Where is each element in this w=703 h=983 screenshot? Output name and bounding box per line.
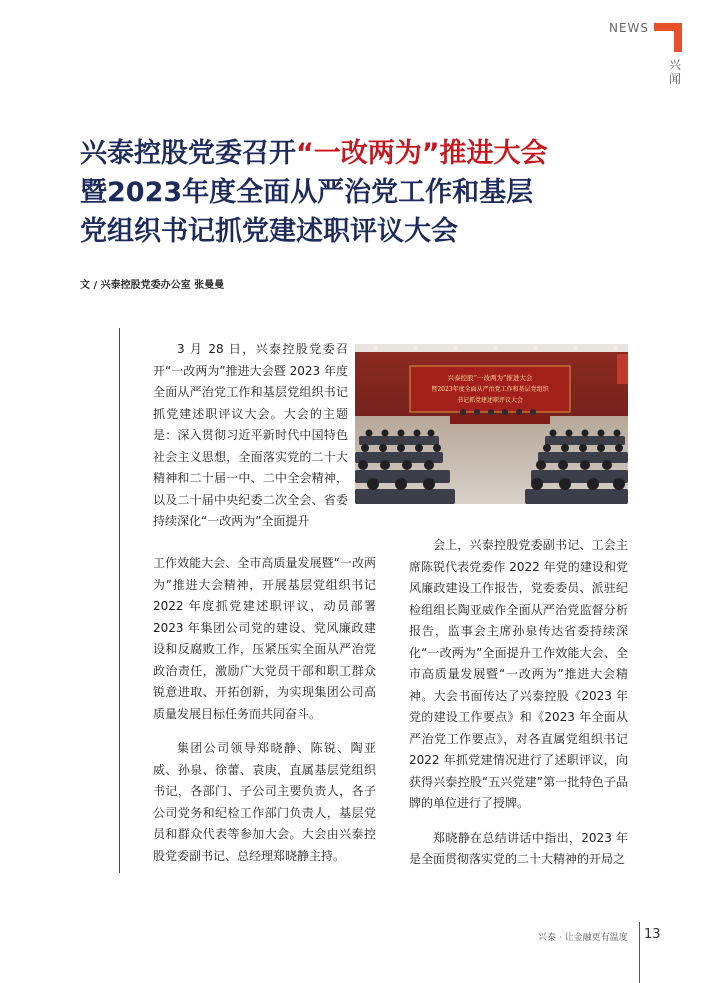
title-line3: 党组织书记抓党建述职评议大会 xyxy=(80,216,458,247)
title-highlight: “一改两为”推进大会 xyxy=(296,138,548,169)
paragraph-1-top xyxy=(153,339,348,533)
photo-banner-line1: 兴泰控股“一改两为”推进大会 xyxy=(447,374,533,382)
photo-banner-line3: 书记抓党建述职评议大会 xyxy=(456,397,524,404)
column-divider xyxy=(119,328,120,873)
paragraph-2: 集团公司领导郑晓静、陈锐、陶亚威、孙泉、徐蕾、袁庚，直属基层党组织书记，各部门、子公司主要负责人，各子公司党务和纪检工作部门负责人，基层党员和群众代表等参加大会。大会由兴泰控股党委副书记、总经理郑晓静主持。 xyxy=(153,741,376,863)
page-number: 13 xyxy=(644,927,661,942)
photo-banner-line2: 暨2023年度全面从严治党工作和基层党组织 xyxy=(431,386,549,393)
footer-tagline: 兴泰 · 让金融更有温度 xyxy=(538,933,628,943)
section-label: 兴闻 xyxy=(668,58,681,86)
news-label: NEWS xyxy=(609,21,650,35)
meeting-photo xyxy=(355,344,628,504)
corner-bracket-icon xyxy=(654,23,682,52)
title-line2: 暨2023年度全面从严治党工作和基层 xyxy=(80,177,534,208)
paragraph-4: 郑晓静在总结讲话中指出，2023 年是全面贯彻落实党的二十大精神的开局之 xyxy=(409,830,628,866)
title-part1: 兴泰控股党委召开 xyxy=(80,138,296,169)
paragraph-3: 会上，兴泰控股党委副书记、工会主席陈锐代表党委作 2022 年党的建设和党风廉政建设工作报告，党委委员、派驻纪检组组长陶亚威作全面从严治党监督分析报告，监事会主席孙泉传达省委持续深化“一改两为”全面提升工作效能大会、全市高质量发展暨“一改两为”推进大会精神。大会书面传达了兴泰控股《2023 年党的建设工作要点》和《2023 年全面从严治党工作要点》，对各直属党组织书记 2022 年抓党建情况进行了述职评议，向获得兴泰控股“五兴党建”第一批特色子品牌的单位进行了授牌。 xyxy=(409,538,628,810)
paragraph-1a: 3 月 28 日，兴泰控股党委召开“一改两为”推进大会暨 2023 年度全面从严治党工作和基层党组织书记抓党建述职评议大会。大会的主题是：深入贯彻习近平新时代中国特色社会主义思想，全面落实党的二十大精神和二十届一中、二中全会精神，以及二十届中央纪委二次全会、省委持续深化“一改两为”全面提升 xyxy=(153,342,348,528)
article-title xyxy=(80,134,660,251)
right-column xyxy=(409,535,628,871)
footer-divider xyxy=(639,922,640,983)
left-column-lower xyxy=(153,553,376,867)
byline: 文 / 兴泰控股党委办公室 张曼曼 xyxy=(80,280,225,291)
paragraph-1b: 工作效能大会、全市高质量发展暨“一改两为”推进大会精神，开展基层党组织书记 2022 年度抓党建述职评议，动员部署 2023 年集团公司党的建设、党风廉政建设和反腐败工作，压紧压实全面从严治党政治责任，激励广大党员干部和职工群众锐意进取、开拓创新，为实现集团公司高质量发展目标任务而共同奋斗。 xyxy=(153,556,376,721)
